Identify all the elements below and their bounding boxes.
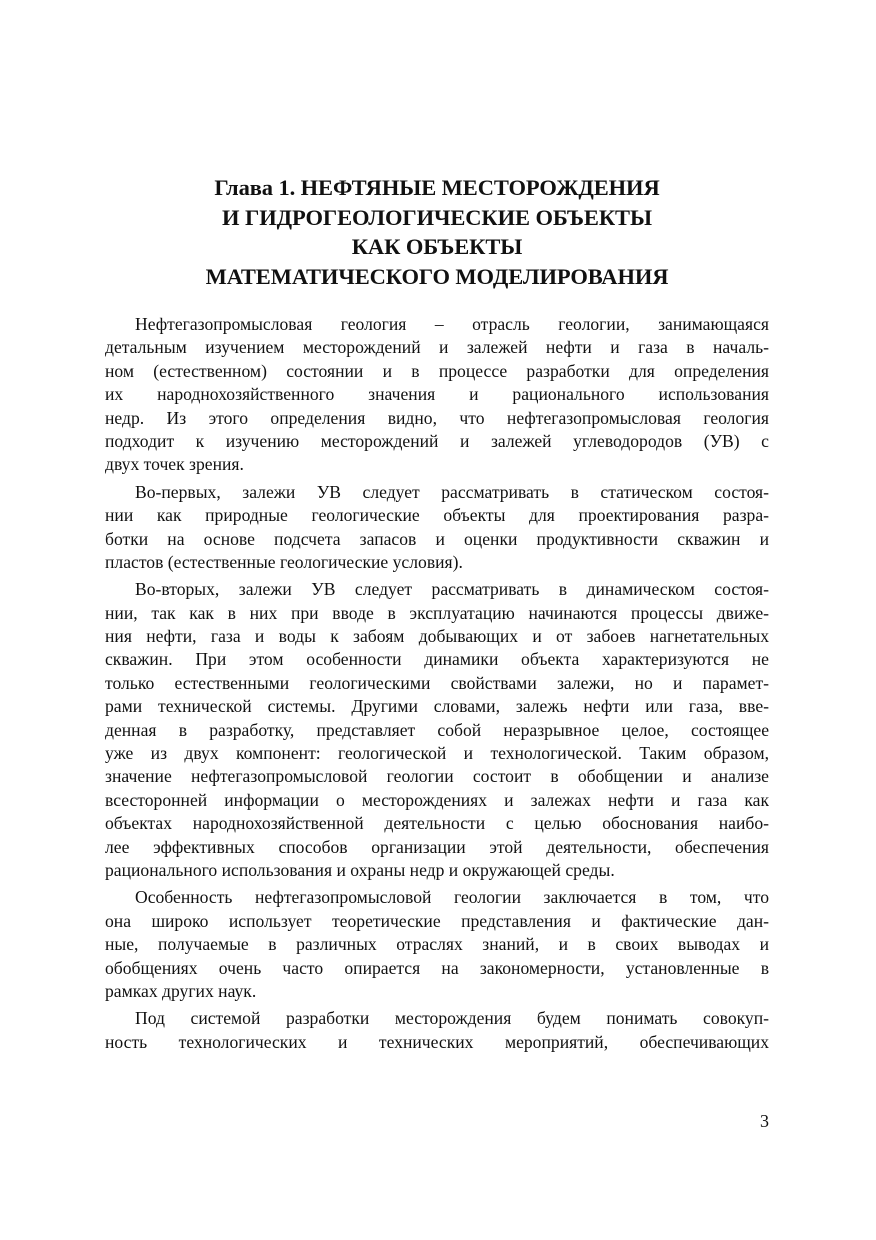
paragraph-second-view: [105, 578, 769, 882]
text-line: ные, получаемые в различных отраслях знаний, и в своих выводах и: [105, 934, 769, 955]
paragraph-development-system: [105, 1007, 769, 1054]
page-number: 3: [760, 1111, 769, 1131]
text-line: уже из двух компонент: геологической и технологической. Таким образом,: [105, 743, 769, 764]
text-line: объектах народнохозяйственной деятельности с целью обоснования наибо-: [105, 813, 769, 834]
text-line: рационального использования и охраны недр и окружающей среды.: [105, 859, 615, 880]
text-line: нии как природные геологические объекты для проектирования разра-: [105, 505, 769, 526]
chapter-title-line: МАТЕМАТИЧЕСКОГО МОДЕЛИРОВАНИЯ: [205, 263, 669, 289]
text-line: пластов (естественные геологические условия).: [105, 551, 463, 572]
text-line: детальным изучением месторождений и залежей нефти и газа в началь-: [105, 337, 769, 358]
text-line: Нефтегазопромысловая геология – отрасль геологии, занимающаяся: [135, 314, 769, 334]
text-line: скважин. При этом особенности динамики объекта характеризуются не: [105, 649, 769, 670]
text-line: Во-вторых, залежи УВ следует рассматривать в динамическом состоя-: [135, 579, 769, 600]
text-line: их народнохозяйственного значения и рационального использования: [105, 384, 769, 405]
text-line: только естественными геологическими свойствами залежи, но и парамет-: [105, 672, 769, 693]
text-line: она широко использует теоретические представления и фактические дан-: [105, 910, 769, 931]
document-page: [105, 0, 769, 1240]
text-line: Особенность нефтегазопромысловой геологии заключается в том, что: [135, 887, 769, 908]
chapter-title-line: И ГИДРОГЕОЛОГИЧЕСКИЕ ОБЪЕКТЫ: [222, 204, 652, 230]
body-text: [105, 313, 769, 1058]
paragraph-first-view: [105, 481, 769, 575]
text-line: подходит к изучению месторождений и залежей углеводородов (УВ) с: [105, 430, 769, 451]
text-line: рами технической системы. Другими словами, залежь нефти или газа, вве-: [105, 696, 769, 717]
text-line: Под системой разработки месторождения будем понимать совокуп-: [135, 1008, 769, 1029]
text-line: ность технологических и технических мероприятий, обеспечивающих: [105, 1031, 769, 1052]
chapter-title: [105, 173, 769, 291]
chapter-title-line: Глава 1. НЕФТЯНЫЕ МЕСТОРОЖДЕНИЯ: [214, 175, 660, 200]
text-line: двух точек зрения.: [105, 454, 244, 475]
text-line: ботки на основе подсчета запасов и оценки продуктивности скважин и: [105, 528, 769, 549]
paragraph-definition: [105, 313, 769, 477]
text-line: обобщениях очень часто опирается на закономерности, установленные в: [105, 957, 769, 978]
text-line: рамках других наук.: [105, 980, 257, 1001]
text-line: значение нефтегазопромысловой геологии состоит в обобщении и анализе: [105, 766, 769, 787]
text-line: всесторонней информации о месторождениях и залежах нефти и газа как: [105, 789, 769, 810]
text-line: денная в разработку, представляет собой неразрывное целое, состоящее: [105, 719, 769, 740]
text-line: нии, так как в них при вводе в эксплуатацию начинаются процессы движе-: [105, 602, 769, 623]
text-line: лее эффективных способов организации этой деятельности, обеспечения: [105, 836, 769, 857]
paragraph-feature: [105, 886, 769, 1003]
text-line: ния нефти, газа и воды к забоям добывающих и от забоев нагнетательных: [105, 626, 769, 647]
chapter-title-line: КАК ОБЪЕКТЫ: [351, 234, 523, 259]
text-line: недр. Из этого определения видно, что нефтегазопромысловая геология: [105, 407, 769, 428]
text-line: ном (естественном) состоянии и в процессе разработки для определения: [105, 360, 769, 381]
text-line: Во-первых, залежи УВ следует рассматривать в статическом состоя-: [135, 481, 769, 502]
